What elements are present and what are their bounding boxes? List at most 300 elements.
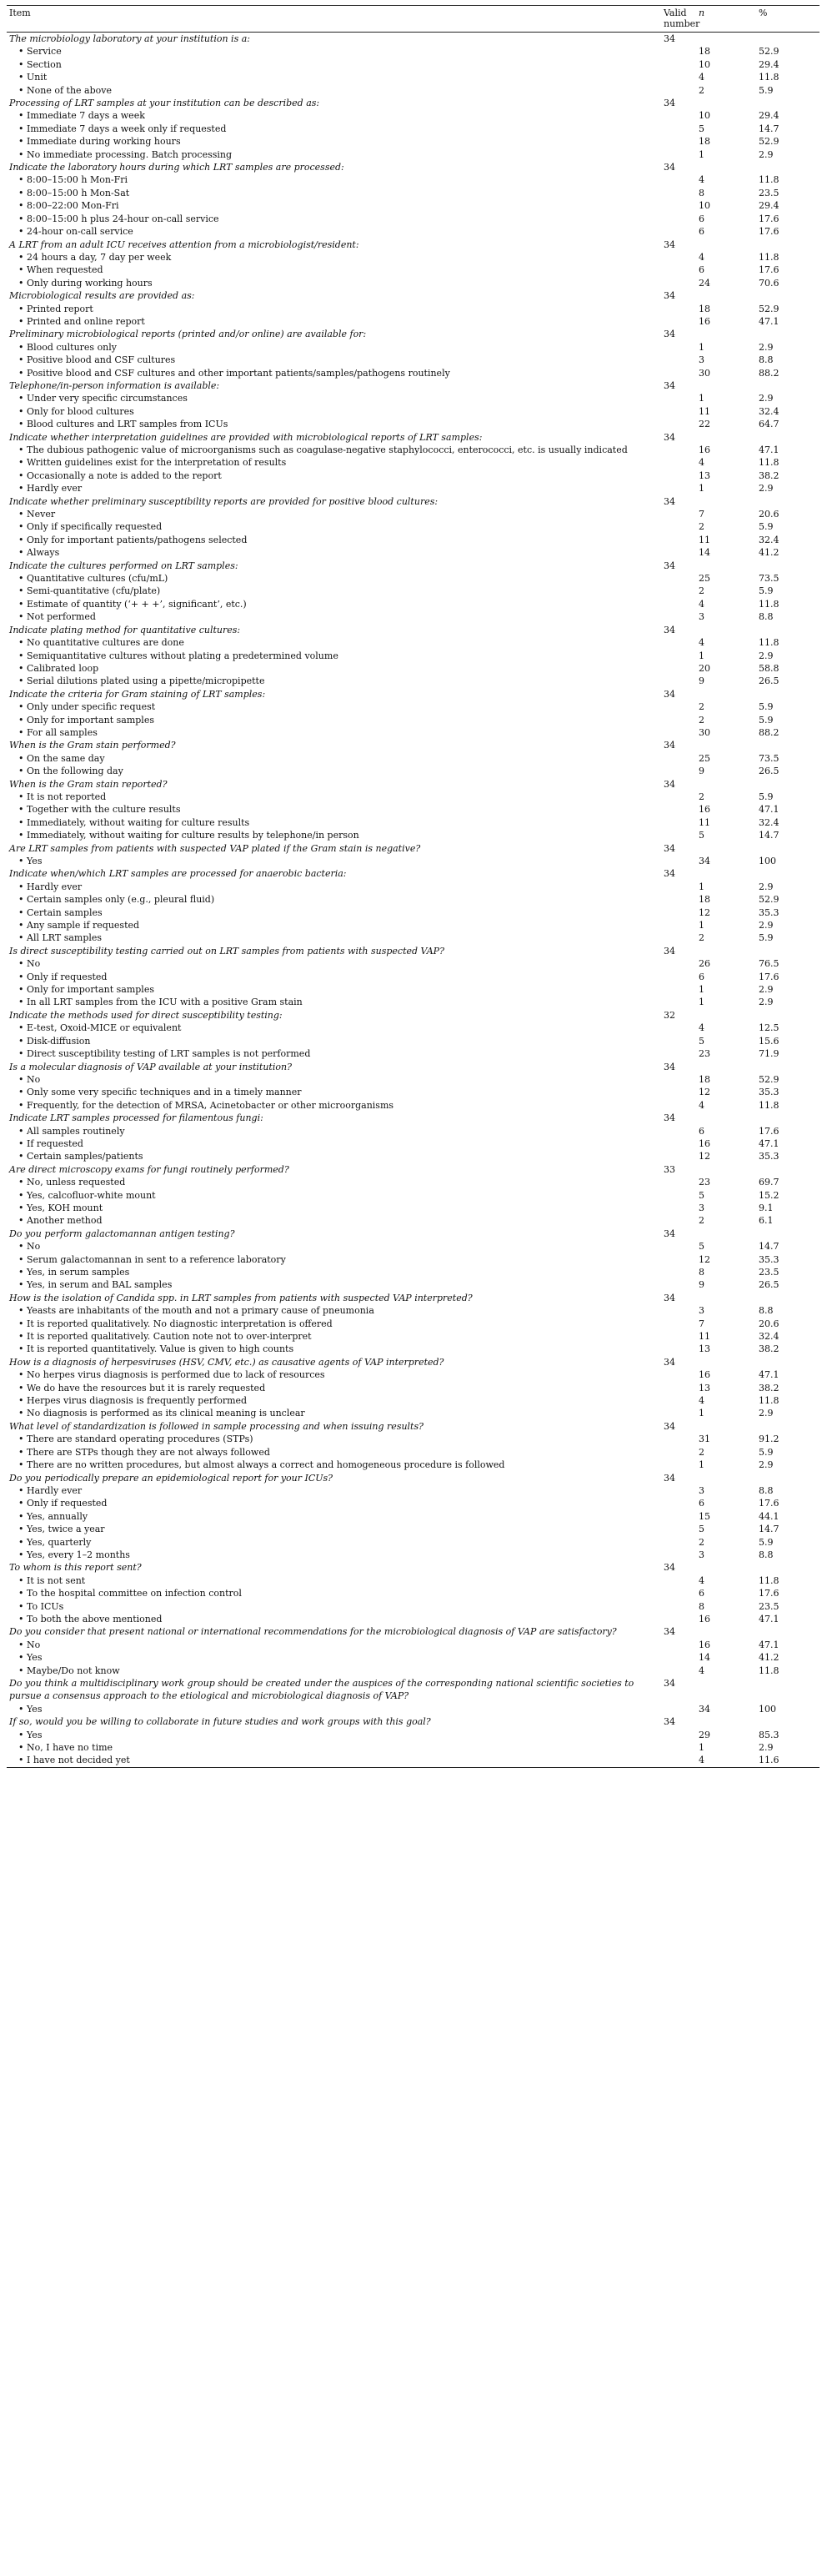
- answer-row: [7, 1137, 819, 1150]
- answer-row: [7, 520, 819, 533]
- answer-percent: 41.2: [759, 1652, 779, 1664]
- answer-count: 2: [699, 714, 704, 726]
- empty-cell: [696, 1061, 756, 1073]
- bullet-icon: •: [18, 984, 24, 996]
- answer-row: [7, 765, 819, 777]
- answer-cell: [7, 1549, 661, 1561]
- empty-cell: [661, 1536, 696, 1549]
- answer-row: [7, 726, 819, 739]
- answer-count: 30: [699, 367, 710, 379]
- empty-cell: [661, 1382, 696, 1394]
- bullet-icon: •: [18, 714, 24, 726]
- answer-percent: 17.6: [759, 1498, 779, 1509]
- answer-cell: [7, 662, 661, 675]
- empty-cell: [661, 264, 696, 276]
- answer-cell: [7, 1086, 661, 1098]
- answer-cell: [7, 315, 661, 328]
- answer-count: 23: [699, 1177, 710, 1188]
- answer-cell: [7, 1651, 661, 1664]
- answer-cell: [7, 444, 661, 456]
- answer-row: [7, 534, 819, 546]
- answer-percent: 2.9: [759, 1459, 774, 1471]
- answer-label: No: [27, 1241, 41, 1253]
- empty-cell: [661, 84, 696, 97]
- answer-label: 8:00–15:00 h Mon-Sat: [27, 187, 130, 198]
- answer-percent: 17.6: [759, 264, 779, 276]
- answer-row: [7, 650, 819, 662]
- answer-cell: [7, 187, 661, 199]
- bullet-icon: •: [18, 1652, 24, 1664]
- bullet-icon: •: [18, 405, 24, 417]
- empty-cell: [661, 45, 696, 58]
- answer-label: For all samples: [27, 726, 98, 738]
- answer-count: 11: [699, 405, 710, 417]
- valid-number: 34: [664, 33, 675, 44]
- answer-row: [7, 418, 819, 430]
- empty-cell: [696, 1561, 756, 1574]
- answer-count: 4: [699, 1665, 704, 1676]
- answer-label: Yes: [27, 1729, 43, 1740]
- valid-number: 34: [664, 778, 675, 790]
- question-text: Is a molecular diagnosis of VAP available at your institution?: [9, 1061, 292, 1072]
- answer-count: 16: [699, 1613, 710, 1624]
- answer-label: Any sample if requested: [27, 920, 140, 931]
- answer-percent: 26.5: [759, 1279, 779, 1291]
- answer-percent: 29.4: [759, 58, 779, 70]
- answer-count: 7: [699, 509, 704, 520]
- empty-cell: [756, 161, 819, 173]
- empty-cell: [661, 636, 696, 649]
- empty-cell: [661, 714, 696, 726]
- answer-label: Hardly ever: [27, 881, 83, 892]
- empty-cell: [756, 560, 819, 572]
- answer-row: [7, 367, 819, 379]
- answer-cell: [7, 1099, 661, 1112]
- empty-cell: [696, 1292, 756, 1304]
- bullet-icon: •: [18, 1536, 24, 1548]
- empty-cell: [696, 739, 756, 751]
- table-header-row: [7, 6, 819, 33]
- question-text: Are direct microscopy exams for fungi routinely performed?: [9, 1163, 289, 1175]
- answer-percent: 17.6: [759, 213, 779, 224]
- empty-cell: [661, 1651, 696, 1664]
- answer-label: All samples routinely: [27, 1125, 125, 1137]
- answer-count: 3: [699, 1484, 704, 1496]
- answer-count: 1: [699, 341, 704, 353]
- answer-row: [7, 1240, 819, 1253]
- answer-cell: [7, 1202, 661, 1214]
- answer-cell: [7, 84, 661, 97]
- empty-cell: [661, 1202, 696, 1214]
- question-text: Indicate when/which LRT samples are processed for anaerobic bacteria:: [9, 868, 347, 880]
- answer-row: [7, 58, 819, 71]
- empty-cell: [696, 289, 756, 302]
- answer-label: It is reported quantitatively. Value is given to high counts: [27, 1343, 294, 1355]
- question-row: [7, 431, 819, 444]
- answer-row: [7, 662, 819, 675]
- empty-cell: [661, 1150, 696, 1162]
- empty-cell: [661, 1433, 696, 1445]
- bullet-icon: •: [18, 791, 24, 802]
- answer-cell: [7, 1536, 661, 1549]
- answer-percent: 2.9: [759, 1742, 774, 1754]
- answer-cell: [7, 752, 661, 765]
- answer-cell: [7, 1214, 661, 1227]
- answer-label: Section: [27, 58, 62, 70]
- empty-cell: [661, 752, 696, 765]
- answer-label: There are no written procedures, but almost always a correct and homogeneous procedure is followed: [27, 1459, 505, 1471]
- empty-cell: [661, 1176, 696, 1188]
- empty-cell: [696, 1112, 756, 1124]
- bullet-icon: •: [18, 1484, 24, 1496]
- header-percent: %: [756, 6, 819, 33]
- answer-cell: [7, 508, 661, 520]
- empty-cell: [756, 431, 819, 444]
- answer-cell: [7, 829, 661, 841]
- bullet-icon: •: [18, 1305, 24, 1317]
- answer-row: [7, 1587, 819, 1599]
- answer-label: No: [27, 1073, 41, 1085]
- bullet-icon: •: [18, 393, 24, 404]
- question-row: [7, 328, 819, 340]
- answer-label: Immediate during working hours: [27, 136, 181, 148]
- answer-cell: [7, 1150, 661, 1162]
- answer-percent: 58.8: [759, 662, 779, 674]
- answer-percent: 26.5: [759, 766, 779, 777]
- empty-cell: [756, 33, 819, 46]
- answer-label: Yes, quarterly: [27, 1536, 92, 1548]
- answer-row: [7, 1150, 819, 1162]
- answer-row: [7, 45, 819, 58]
- empty-cell: [661, 1253, 696, 1266]
- answer-count: 2: [699, 585, 704, 597]
- empty-cell: [756, 624, 819, 636]
- answer-row: [7, 1266, 819, 1278]
- answer-percent: 5.9: [759, 1536, 774, 1548]
- empty-cell: [756, 739, 819, 751]
- answer-count: 18: [699, 1073, 710, 1085]
- answer-row: [7, 1484, 819, 1497]
- empty-cell: [661, 315, 696, 328]
- empty-cell: [661, 58, 696, 71]
- empty-cell: [661, 1073, 696, 1086]
- bullet-icon: •: [18, 1073, 24, 1085]
- answer-cell: [7, 996, 661, 1008]
- answer-percent: 11.8: [759, 637, 779, 649]
- answer-label: No: [27, 1639, 41, 1650]
- answer-cell: [7, 277, 661, 289]
- empty-cell: [756, 1061, 819, 1073]
- answer-percent: 73.5: [759, 573, 779, 585]
- answer-percent: 17.6: [759, 226, 779, 238]
- question-text: Indicate the methods used for direct susceptibility testing:: [9, 1009, 283, 1021]
- answer-count: 6: [699, 1588, 704, 1599]
- bullet-icon: •: [18, 341, 24, 353]
- empty-cell: [661, 610, 696, 623]
- question-row: [7, 560, 819, 572]
- answer-row: [7, 1407, 819, 1419]
- answer-row: [7, 303, 819, 315]
- empty-cell: [661, 855, 696, 867]
- empty-cell: [661, 700, 696, 713]
- question-row: [7, 161, 819, 173]
- answer-row: [7, 881, 819, 893]
- bullet-icon: •: [18, 1241, 24, 1253]
- answer-label: Another method: [27, 1215, 103, 1227]
- empty-cell: [696, 1677, 756, 1703]
- bullet-icon: •: [18, 598, 24, 610]
- answer-percent: 38.2: [759, 470, 779, 481]
- empty-cell: [696, 688, 756, 700]
- answer-percent: 11.8: [759, 1665, 779, 1676]
- bullet-icon: •: [18, 662, 24, 674]
- answer-cell: [7, 700, 661, 713]
- bullet-icon: •: [18, 1703, 24, 1715]
- answer-row: [7, 508, 819, 520]
- bullet-icon: •: [18, 804, 24, 816]
- question-text: To whom is this report sent?: [9, 1562, 142, 1574]
- answer-count: 13: [699, 470, 710, 481]
- answer-row: [7, 1189, 819, 1202]
- valid-number: 34: [664, 162, 675, 173]
- answer-label: The dubious pathogenic value of microorganisms such as coagulase-negative staphylococci, enterococci, etc. is usually indicated: [27, 444, 628, 455]
- answer-row: [7, 1214, 819, 1227]
- answer-label: On the following day: [27, 766, 123, 777]
- empty-cell: [661, 1587, 696, 1599]
- empty-cell: [661, 1318, 696, 1330]
- answer-percent: 2.9: [759, 1408, 774, 1419]
- empty-cell: [661, 546, 696, 559]
- answer-count: 5: [699, 123, 704, 134]
- empty-cell: [661, 1086, 696, 1098]
- empty-cell: [661, 456, 696, 469]
- answer-label: Only if requested: [27, 1498, 108, 1509]
- empty-cell: [661, 1099, 696, 1112]
- valid-number: 34: [664, 1716, 675, 1728]
- empty-cell: [696, 239, 756, 251]
- answer-row: [7, 1703, 819, 1715]
- answer-count: 34: [699, 1703, 710, 1715]
- empty-cell: [661, 1600, 696, 1613]
- bullet-icon: •: [18, 521, 24, 533]
- answer-row: [7, 187, 819, 199]
- answer-percent: 44.1: [759, 1510, 779, 1522]
- bullet-icon: •: [18, 1639, 24, 1650]
- empty-cell: [756, 1420, 819, 1433]
- answer-label: Printed report: [27, 303, 93, 314]
- answer-cell: [7, 598, 661, 610]
- answer-row: [7, 636, 819, 649]
- empty-cell: [661, 957, 696, 970]
- empty-cell: [661, 1240, 696, 1253]
- answer-percent: 5.9: [759, 714, 774, 726]
- answer-cell: [7, 1047, 661, 1060]
- answer-label: No: [27, 958, 41, 970]
- bullet-icon: •: [18, 1524, 24, 1535]
- question-row: [7, 1715, 819, 1728]
- answer-row: [7, 341, 819, 354]
- answer-percent: 14.7: [759, 1524, 779, 1535]
- answer-row: [7, 1304, 819, 1317]
- empty-cell: [696, 161, 756, 173]
- answer-cell: [7, 225, 661, 238]
- answer-row: [7, 470, 819, 482]
- valid-number: 34: [664, 1626, 675, 1638]
- answer-row: [7, 714, 819, 726]
- question-text: How is a diagnosis of herpesviruses (HSV, CMV, etc.) as causative agents of VAP interpreted?: [9, 1356, 444, 1368]
- answer-label: Yes: [27, 1703, 43, 1715]
- answer-row: [7, 1665, 819, 1677]
- empty-cell: [696, 778, 756, 791]
- answer-label: If requested: [27, 1137, 83, 1149]
- empty-cell: [661, 277, 696, 289]
- answer-count: 4: [699, 1395, 704, 1407]
- answer-count: 2: [699, 1446, 704, 1458]
- answer-percent: 41.2: [759, 547, 779, 559]
- question-row: [7, 1112, 819, 1124]
- valid-number: 34: [664, 1061, 675, 1072]
- bullet-icon: •: [18, 187, 24, 198]
- empty-cell: [696, 1420, 756, 1433]
- bullet-icon: •: [18, 483, 24, 495]
- empty-cell: [661, 1266, 696, 1278]
- answer-label: No immediate processing. Batch processing: [27, 148, 233, 160]
- bullet-icon: •: [18, 303, 24, 314]
- bullet-icon: •: [18, 367, 24, 379]
- answer-cell: [7, 1266, 661, 1278]
- answer-label: Only for important samples: [27, 984, 154, 996]
- bullet-icon: •: [18, 457, 24, 469]
- answer-label: No, I have no time: [27, 1742, 113, 1754]
- answer-row: [7, 1035, 819, 1047]
- empty-cell: [696, 842, 756, 855]
- answer-label: Certain samples: [27, 906, 103, 918]
- question-text: Indicate the criteria for Gram staining of LRT samples:: [9, 688, 266, 700]
- answer-label: On the same day: [27, 752, 105, 764]
- answer-count: 31: [699, 1434, 710, 1445]
- answer-cell: [7, 123, 661, 135]
- answer-row: [7, 482, 819, 495]
- answer-cell: [7, 135, 661, 148]
- empty-cell: [661, 1189, 696, 1202]
- answer-row: [7, 1536, 819, 1549]
- answer-cell: [7, 803, 661, 816]
- survey-results-table: [7, 5, 819, 1768]
- question-row: [7, 1356, 819, 1368]
- question-text: If so, would you be willing to collaborate in future studies and work groups with this goal?: [9, 1716, 431, 1728]
- answer-count: 11: [699, 1331, 710, 1343]
- answer-row: [7, 803, 819, 816]
- bullet-icon: •: [18, 1202, 24, 1213]
- answer-label: Only under specific request: [27, 701, 156, 713]
- answer-label: Yes, calcofluor-white mount: [27, 1189, 156, 1201]
- answer-label: 24-hour on-call service: [27, 226, 133, 238]
- answer-label: Immediate 7 days a week: [27, 110, 145, 122]
- question-text: Preliminary microbiological reports (printed and/or online) are available for:: [9, 329, 367, 340]
- question-text: Indicate the laboratory hours during which LRT samples are processed:: [9, 162, 344, 173]
- answer-row: [7, 1639, 819, 1651]
- empty-cell: [661, 650, 696, 662]
- answer-cell: [7, 1125, 661, 1137]
- empty-cell: [756, 1472, 819, 1484]
- answer-count: 11: [699, 534, 710, 545]
- empty-cell: [661, 1510, 696, 1523]
- empty-cell: [661, 534, 696, 546]
- answer-count: 16: [699, 804, 710, 816]
- empty-cell: [661, 765, 696, 777]
- answer-cell: [7, 418, 661, 430]
- bullet-icon: •: [18, 1279, 24, 1291]
- answer-percent: 100: [759, 856, 776, 866]
- question-text: Are LRT samples from patients with suspected VAP plated if the Gram stain is negative?: [9, 842, 421, 854]
- answer-row: [7, 444, 819, 456]
- empty-cell: [661, 1047, 696, 1060]
- empty-cell: [756, 1228, 819, 1240]
- valid-number: 34: [664, 1112, 675, 1124]
- question-text: A LRT from an adult ICU receives attention from a microbiologist/resident:: [9, 239, 359, 250]
- answer-label: Yes, in serum and BAL samples: [27, 1279, 173, 1291]
- empty-cell: [661, 1278, 696, 1291]
- answer-count: 3: [699, 1305, 704, 1317]
- empty-cell: [661, 1729, 696, 1741]
- answer-cell: [7, 971, 661, 983]
- answer-row: [7, 173, 819, 186]
- answer-count: 25: [699, 573, 710, 585]
- valid-number: 34: [664, 379, 675, 391]
- bullet-icon: •: [18, 1742, 24, 1754]
- empty-cell: [661, 418, 696, 430]
- answer-percent: 14.7: [759, 830, 779, 841]
- answer-count: 3: [699, 1202, 704, 1213]
- answer-row: [7, 1729, 819, 1741]
- answer-cell: [7, 1022, 661, 1034]
- answer-percent: 32.4: [759, 405, 779, 417]
- bullet-icon: •: [18, 1600, 24, 1612]
- bullet-icon: •: [18, 1048, 24, 1060]
- answer-cell: [7, 919, 661, 931]
- valid-number: 34: [664, 624, 675, 635]
- empty-cell: [756, 1561, 819, 1574]
- empty-cell: [696, 495, 756, 508]
- answer-cell: [7, 109, 661, 122]
- bullet-icon: •: [18, 534, 24, 545]
- bullet-icon: •: [18, 1395, 24, 1407]
- empty-cell: [661, 1459, 696, 1471]
- answer-row: [7, 893, 819, 906]
- bullet-icon: •: [18, 997, 24, 1008]
- question-row: [7, 624, 819, 636]
- header-valid-number: Valid number: [661, 6, 696, 33]
- answer-label: E-test, Oxoid-MICE or equivalent: [27, 1022, 182, 1034]
- answer-label: I have not decided yet: [27, 1755, 130, 1766]
- answer-cell: [7, 264, 661, 276]
- answer-row: [7, 675, 819, 687]
- empty-cell: [661, 213, 696, 225]
- answer-row: [7, 931, 819, 944]
- answer-count: 15: [699, 1510, 710, 1522]
- empty-cell: [661, 109, 696, 122]
- answer-row: [7, 983, 819, 996]
- bullet-icon: •: [18, 1022, 24, 1034]
- answer-cell: [7, 1613, 661, 1625]
- empty-cell: [661, 881, 696, 893]
- answer-cell: [7, 354, 661, 366]
- empty-cell: [661, 983, 696, 996]
- answer-label: No diagnosis is performed as its clinical meaning is unclear: [27, 1408, 305, 1419]
- answer-cell: [7, 726, 661, 739]
- empty-cell: [661, 996, 696, 1008]
- question-row: [7, 1625, 819, 1638]
